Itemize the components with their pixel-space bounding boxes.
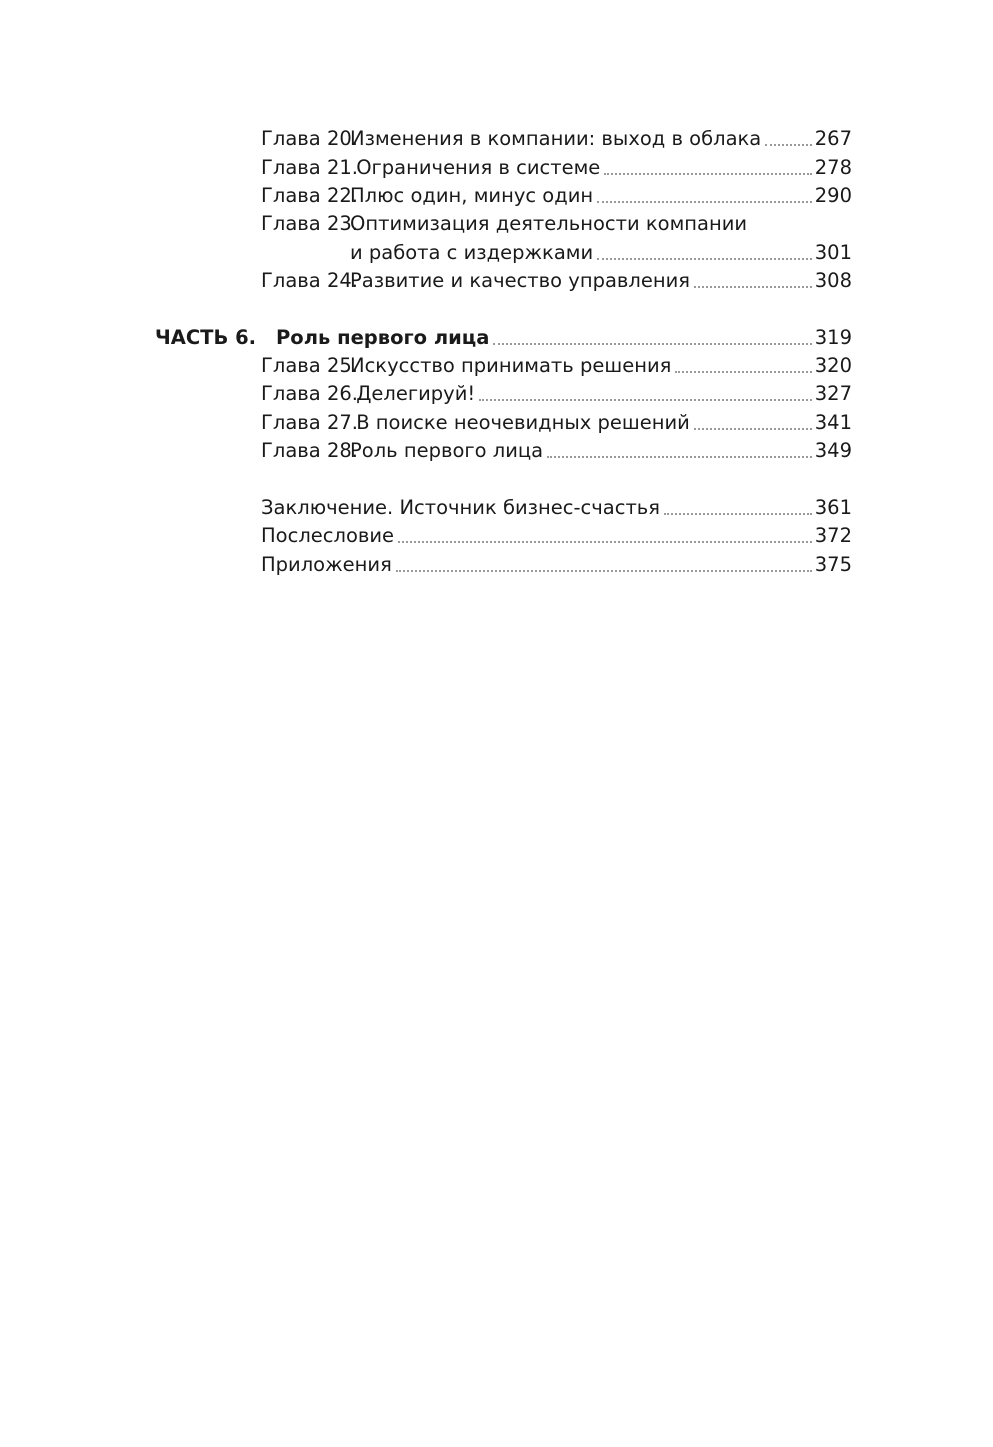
- dot-leader: [493, 343, 811, 345]
- entry-label: [261, 522, 394, 550]
- dot-leader: [597, 258, 812, 260]
- section-title: Приложения: [261, 553, 392, 576]
- page-number: 372: [814, 524, 852, 547]
- toc-entry-chapter-21[interactable]: [261, 154, 852, 182]
- entry-label: [261, 380, 475, 408]
- entry-label: [350, 239, 593, 267]
- dot-leader: [479, 399, 812, 401]
- dot-leader: [694, 428, 812, 430]
- page-number: 301: [814, 241, 852, 264]
- chapter-number: Глава 27.: [261, 411, 358, 434]
- toc-entry-afterword[interactable]: [261, 522, 852, 550]
- entry-label: [261, 409, 690, 437]
- page-number: 308: [814, 269, 852, 292]
- dot-leader: [547, 456, 812, 458]
- page-number: 361: [814, 496, 852, 519]
- entry-label: [261, 154, 600, 182]
- toc-entry-chapter-26[interactable]: [261, 380, 852, 408]
- page-number: 375: [814, 553, 852, 576]
- page-number: 319: [814, 326, 852, 349]
- chapter-title: Развитие и качество управления: [350, 269, 691, 292]
- chapter-number: Глава 23.: [261, 212, 358, 235]
- chapter-number: Глава 26.: [261, 382, 358, 405]
- toc-entry-chapter-23-line-1[interactable]: [261, 210, 852, 238]
- toc-entry-chapter-24[interactable]: [261, 267, 852, 295]
- chapter-title: Ограничения в системе: [350, 156, 601, 179]
- chapter-title: Роль первого лица: [350, 439, 544, 462]
- page-number: 349: [814, 439, 852, 462]
- entry-label: [261, 352, 671, 380]
- toc-entry-chapter-25[interactable]: [261, 352, 852, 380]
- toc-entry-chapter-20[interactable]: [261, 125, 852, 153]
- toc-entry-chapter-28[interactable]: [261, 437, 852, 465]
- chapter-title: Делегируй!: [350, 382, 476, 405]
- page-number: 267: [814, 127, 852, 150]
- part-number: ЧАСТЬ 6.: [155, 326, 257, 349]
- part-title: Роль первого лица: [276, 326, 490, 349]
- dot-leader: [765, 144, 812, 146]
- section-title: Заключение. Источник бизнес-счастья: [261, 496, 661, 519]
- dot-leader: [396, 570, 812, 572]
- entry-label: [261, 182, 593, 210]
- chapter-number: Глава 24.: [261, 269, 358, 292]
- entry-label: [261, 494, 660, 522]
- entry-label: [261, 125, 761, 153]
- page-number: 320: [814, 354, 852, 377]
- chapter-title: Оптимизация деятельности компании: [350, 212, 748, 235]
- toc-entry-part-6[interactable]: [155, 324, 852, 352]
- page-number: 327: [814, 382, 852, 405]
- page-number: 290: [814, 184, 852, 207]
- toc-entry-conclusion[interactable]: [261, 494, 852, 522]
- chapter-number: Глава 28.: [261, 439, 358, 462]
- dot-leader: [398, 541, 812, 543]
- dot-leader: [675, 371, 811, 373]
- toc-entry-appendices[interactable]: [261, 551, 852, 579]
- chapter-title: Изменения в компании: выход в облака: [350, 127, 762, 150]
- section-title: Послесловие: [261, 524, 395, 547]
- chapter-number: Глава 25.: [261, 354, 358, 377]
- entry-label: [261, 437, 543, 465]
- chapter-title: В поиске неочевидных решений: [350, 411, 690, 434]
- dot-leader: [604, 173, 811, 175]
- chapter-number: Глава 20.: [261, 127, 358, 150]
- toc-entry-chapter-27[interactable]: [261, 409, 852, 437]
- dot-leader: [664, 513, 812, 515]
- dot-leader: [597, 201, 812, 203]
- page-number: 341: [814, 411, 852, 434]
- entry-label: [155, 324, 489, 352]
- page-number: 278: [814, 156, 852, 179]
- chapter-number: Глава 22.: [261, 184, 358, 207]
- entry-label: [261, 551, 392, 579]
- chapter-title: Искусство принимать решения: [350, 354, 672, 377]
- chapter-number: Глава 21.: [261, 156, 358, 179]
- chapter-title: Плюс один, минус один: [350, 184, 594, 207]
- entry-label: [261, 267, 690, 295]
- toc-entry-chapter-23-line-2[interactable]: [350, 239, 852, 267]
- chapter-title-continued: и работа с издержками: [350, 241, 594, 264]
- toc-entry-chapter-22[interactable]: [261, 182, 852, 210]
- dot-leader: [694, 286, 812, 288]
